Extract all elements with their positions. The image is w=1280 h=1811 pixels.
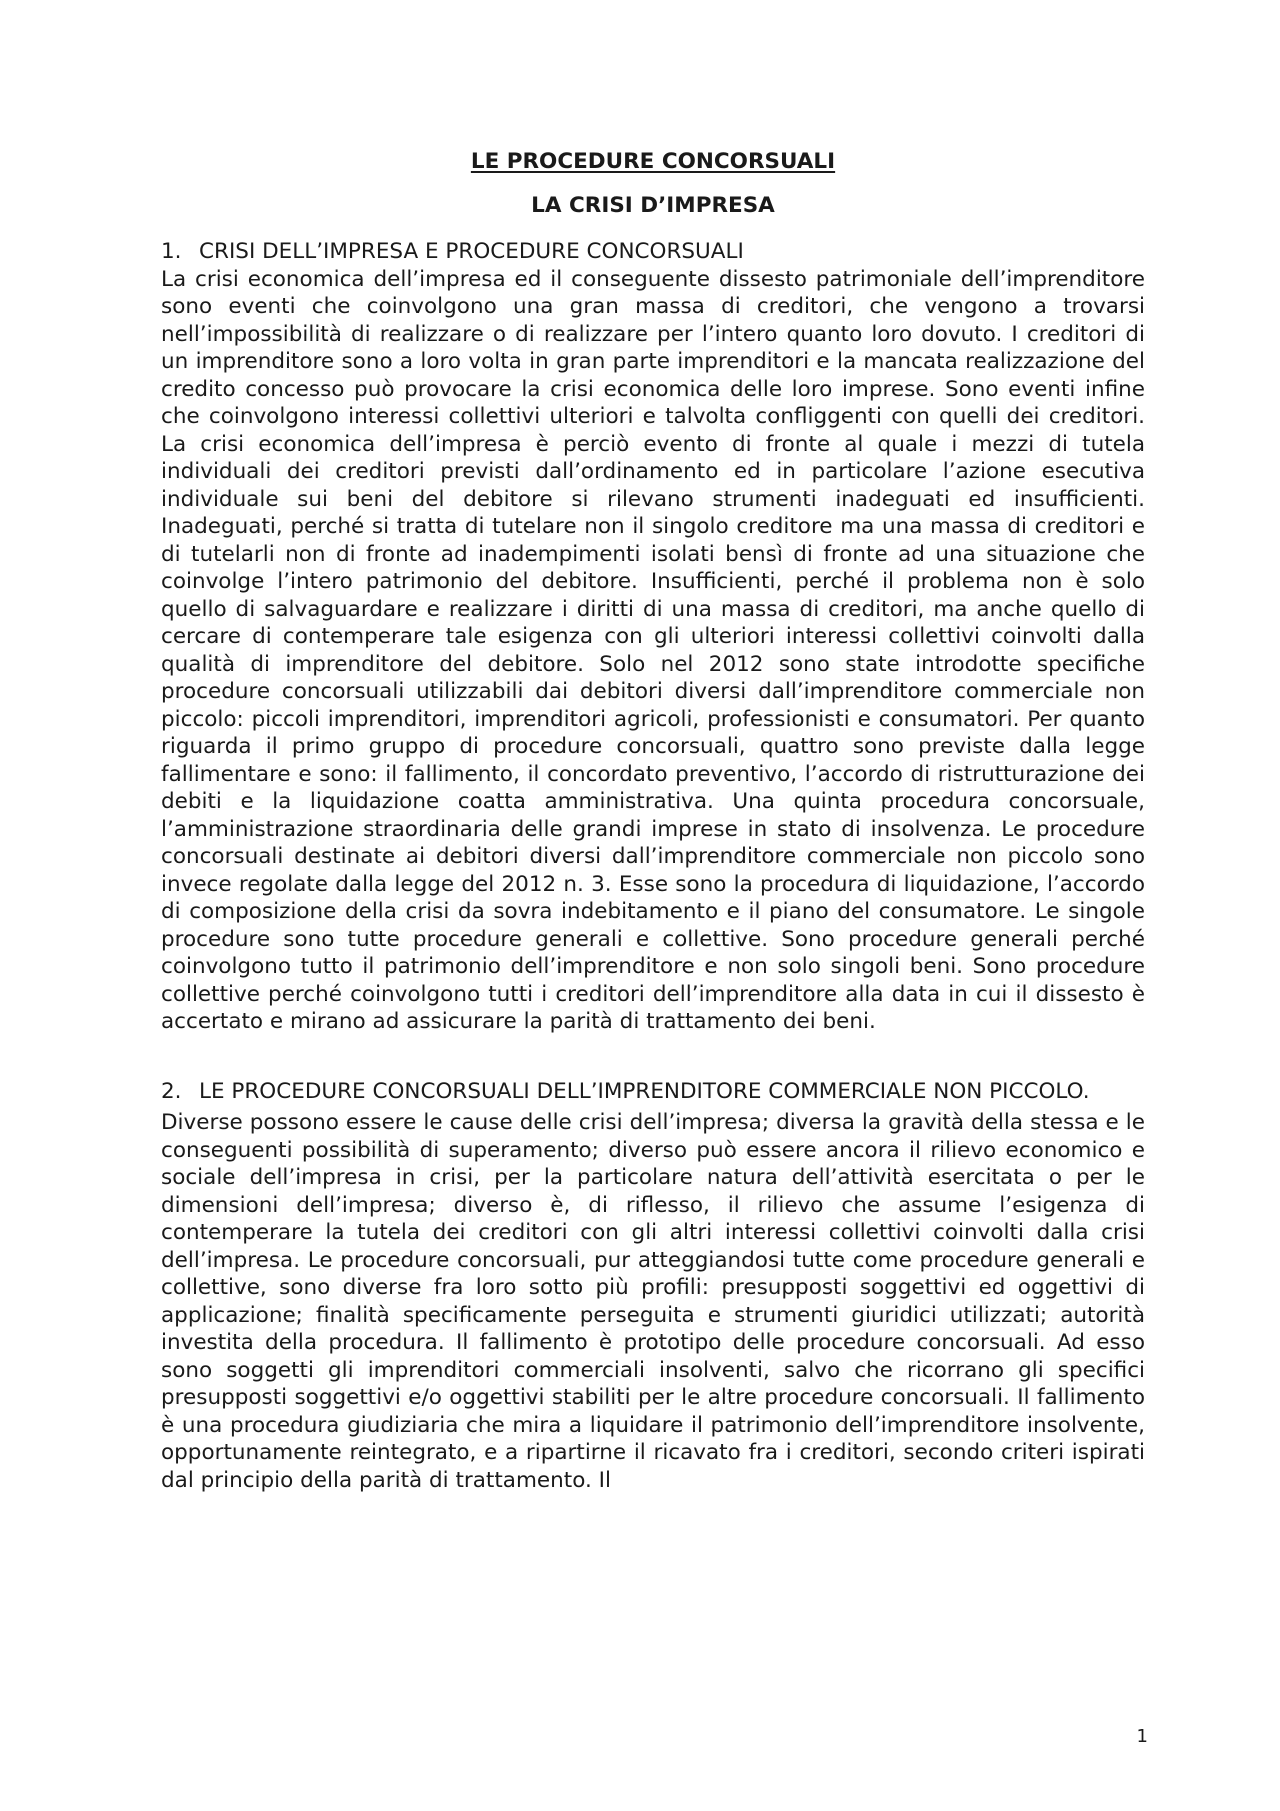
section-2-heading-text: LE PROCEDURE CONCORSUALI DELL’IMPRENDITORE COMMERCIALE NON PICCOLO. bbox=[199, 1078, 1090, 1104]
section-2 bbox=[161, 1078, 1145, 1495]
section-2-body: Diverse possono essere le cause delle crisi dell’impresa; diversa la gravità della stessa e le conseguenti possibilità di superamento; diverso può essere ancora il rilievo economico e sociale dell’impresa in crisi, per la particolare natura dell’attività esercitata o per le dimensioni dell’impresa; diverso è, di riflesso, il rilievo che assume l’esigenza di contemperare la tutela dei creditori con gli altri interessi collettivi coinvolti dalla crisi dell’impresa. Le procedure concorsuali, pur atteggiandosi tutte come procedure generali e collettive, sono diverse fra loro sotto più profili: presupposti soggettivi ed oggettivi di applicazione; finalità specificamente perseguita e strumenti giuridici utilizzati; autorità investita della procedura. Il fallimento è prototipo delle procedure concorsuali. Ad esso sono soggetti gli imprenditori commerciali insolventi, salvo che ricorrano gli specifici presupposti soggettivi e/o oggettivi stabiliti per le altre procedure concorsuali. Il fallimento è una procedura giudiziaria che mira a liquidare il patrimonio dell’imprenditore insolvente, opportunamente reintegrato, e a ripartirne il ricavato fra i creditori, secondo criteri ispirati dal principio della parità di trattamento. Il bbox=[161, 1110, 1145, 1493]
section-spacer bbox=[161, 1036, 1145, 1078]
page-content bbox=[161, 148, 1145, 1494]
section-1-number: 1. bbox=[161, 239, 182, 264]
document-subtitle: LA CRISI D’IMPRESA bbox=[531, 193, 775, 218]
section-1-body: La crisi economica dell’impresa ed il conseguente dissesto patrimoniale dell’imprenditore sono eventi che coinvolgono una gran massa di creditori, che vengono a trovarsi nell’impossibilità di realizzare o di realizzare per l’intero quanto loro dovuto. I creditori di un imprenditore sono a loro volta in gran parte imprenditori e la mancata realizzazione del credito concesso può provocare la crisi economica delle loro imprese. Sono eventi infine che coinvolgono interessi collettivi ulteriori e talvolta confliggenti con quelli dei creditori. La crisi economica dell’impresa è perciò evento di fronte al quale i mezzi di tutela individuali dei creditori previsti dall’ordinamento ed in particolare l’azione esecutiva individuale sui beni del debitore si rilevano strumenti inadeguati ed insufficienti. Inadeguati, perché si tratta di tutelare non il singolo creditore ma una massa di creditori e di tutelarli non di fronte ad inadempimenti isolati bensì di fronte ad una situazione che coinvolge l’intero patrimonio del debitore. Insufficienti, perché il problema non è solo quello di salvaguardare e realizzare i diritti di una massa di creditori, ma anche quello di cercare di contemperare tale esigenza con gli ulteriori interessi collettivi coinvolti dalla qualità di imprenditore del debitore. Solo nel 2012 sono state introdotte specifiche procedure concorsuali utilizzabili dai debitori diversi dall’imprenditore commerciale non piccolo: piccoli imprenditori, imprenditori agricoli, professionisti e consumatori. Per quanto riguarda il primo gruppo di procedure concorsuali, quattro sono previste dalla legge fallimentare e sono: il fallimento, il concordato preventivo, l’accordo di ristrutturazione dei debiti e la liquidazione coatta amministrativa. Una quinta procedura concorsuale, l’amministrazione straordinaria delle grandi imprese in stato di insolvenza. Le procedure concorsuali destinate ai debitori diversi dall’imprenditore commerciale non piccolo sono invece regolate dalla legge del 2012 n. 3. Esse sono la procedura di liquidazione, l’accordo di composizione della crisi da sovra indebitamento e il piano del consumatore. Le singole procedure sono tutte procedure generali e collettive. Sono procedure generali perché coinvolgono tutto il patrimonio dell’imprenditore e non solo singoli beni. Sono procedure collettive perché coinvolgono tutti i creditori dell’imprenditore alla data in cui il dissesto è accertato e mirano ad assicurare la parità di trattamento dei beni. bbox=[161, 266, 1145, 1034]
section-1 bbox=[161, 238, 1145, 1036]
section-2-number: 2. bbox=[161, 1078, 182, 1104]
page-number: 1 bbox=[1136, 1726, 1148, 1747]
section-1-heading bbox=[161, 238, 1145, 266]
section-2-heading bbox=[161, 1078, 1145, 1106]
section-1-heading-text: CRISI DELL’IMPRESA E PROCEDURE CONCORSUALI bbox=[199, 239, 744, 264]
document-title: LE PROCEDURE CONCORSUALI bbox=[470, 149, 836, 174]
